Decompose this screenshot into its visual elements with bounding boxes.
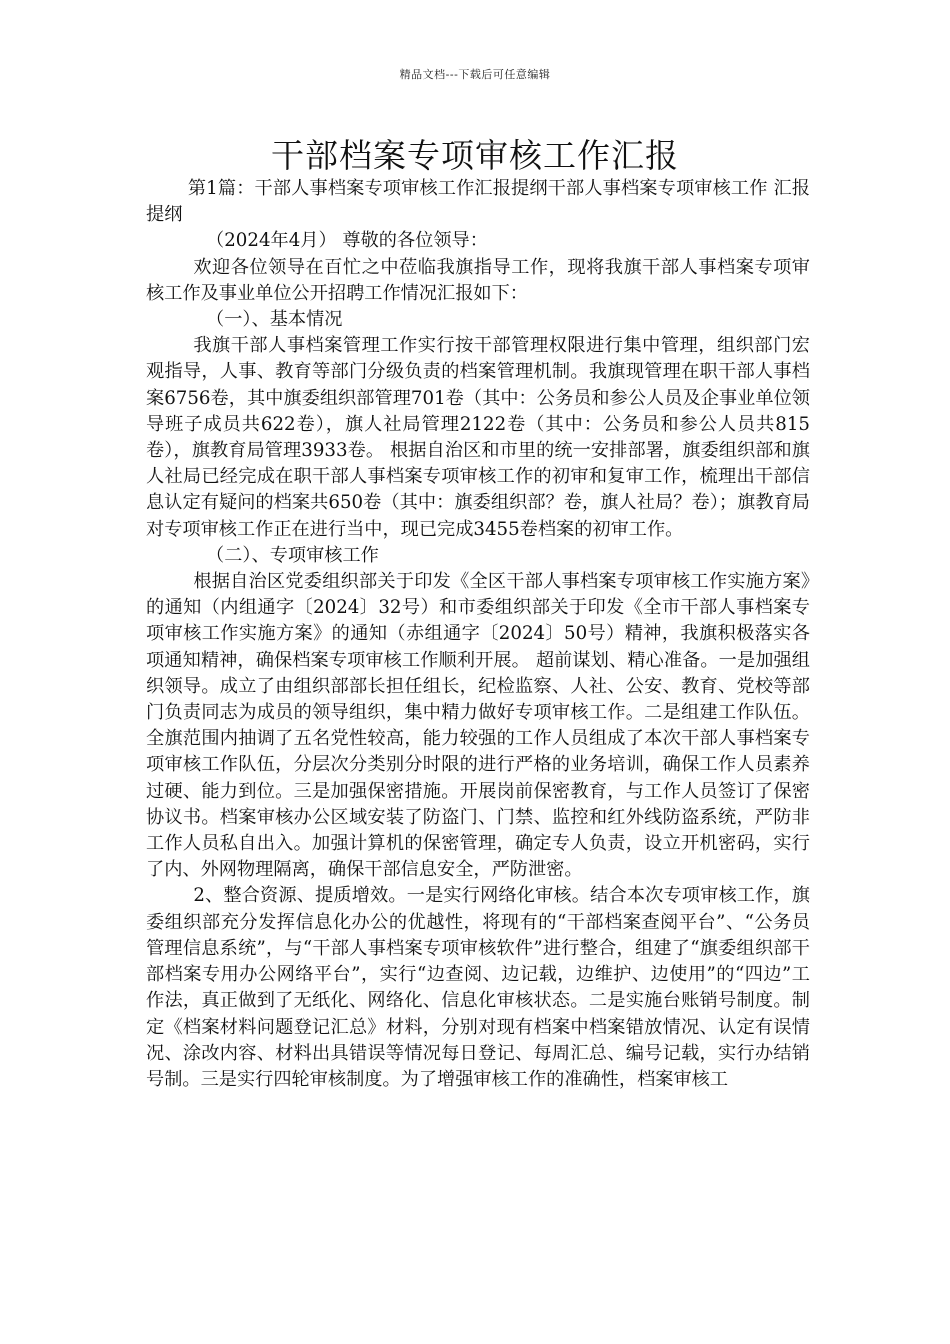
- paragraph-basic-situation: 我旗干部人事档案管理工作实行按干部管理权限进行集中管理，组织部门宏观指导，人事、教育等部门分级负责的档案管理机制。我旗现管理在职干部人事档案6756卷，其中旗委组织部管理701卷（其中：公务员和参公人员及企事业单位领导班子成员共622卷），旗人社局管理2122卷（其中：公务员和参公人员共815卷），旗教育局管理3933卷。 根据自治区和市里的统一安排部署，旗委组织部和旗人社局已经完成在职干部人事档案专项审核工作的初审和复审工作，梳理出干部信息认定有疑问的档案共650卷（其中：旗委组织部？卷，旗人社局？卷）；旗教育局对专项审核工作正在进行当中，现已完成3455卷档案的初审工作。: [146, 335, 810, 540]
- section-heading-basic-situation: （一）、基本情况: [206, 309, 343, 331]
- section-heading-special-review: （二）、专项审核工作: [206, 544, 379, 566]
- header-note: 精品文档---下载后可任意编辑: [399, 68, 551, 81]
- document-title: 干部档案专项审核工作汇报: [271, 136, 679, 175]
- paragraph-integrate-resources: 2、整合资源、提质增效。一是实行网络化审核。结合本次专项审核工作，旗委组织部充分发挥信息化办公的优越性，将现有的“干部档案查阅平台”、“公务员管理信息系统”，与“干部人事档案专项审核软件”进行整合，组建了“旗委组织部干部档案专用办公网络平台”，实行“边查阅、边记载，边维护、边使用”的“四边”工作法，真正做到了无纸化、网络化、信息化审核状态。二是实施台账销号制度。制定《档案材料问题登记汇总》材料，分别对现有档案中档案错放情况、认定有误情况、涂改内容、材料出具错误等情况每日登记、每周汇总、编号记载，实行办结销号制。三是实行四轮审核制度。为了增强审核工作的准确性，档案审核工: [146, 885, 810, 1090]
- paragraph-date-greeting: （2024年4月） 尊敬的各位领导：: [206, 230, 488, 252]
- paragraph-welcome: 欢迎各位领导在百忙之中莅临我旗指导工作，现将我旗干部人事档案专项审核工作及事业单位公开招聘工作情况汇报如下：: [146, 256, 810, 304]
- paragraph-special-review: 根据自治区党委组织部关于印发《全区干部人事档案专项审核工作实施方案》的通知（内组通字〔2024〕32号）和市委组织部关于印发《全市干部人事档案专项审核工作实施方案》的通知（赤组通字〔2024〕50号）精神，我旗积极落实各项通知精神，确保档案专项审核工作顺利开展。 超前谋划、精心准备。一是加强组织领导。成立了由组织部部长担任组长，纪检监察、人社、公安、教育、党校等部门负责同志为成员的领导组织，集中精力做好专项审核工作。二是组建工作队伍。全旗范围内抽调了五名党性较高，能力较强的工作人员组成了本次干部人事档案专项审核工作队伍，分层次分类别分时限的进行严格的业务培训，确保工作人员素养过硬、能力到位。三是加强保密措施。开展岗前保密教育，与工作人员签订了保密协议书。档案审核办公区域安装了防盗门、门禁、监控和红外线防盗系统，严防非工作人员私自出入。加强计算机的保密管理，确定专人负责，设立开机密码，实行了内、外网物理隔离，确保干部信息安全，严防泄密。: [146, 571, 810, 881]
- paragraph-chapter-heading: 第1篇：干部人事档案专项审核工作汇报提纲干部人事档案专项审核工作 汇报提纲: [146, 178, 810, 226]
- document-body: [146, 176, 810, 1093]
